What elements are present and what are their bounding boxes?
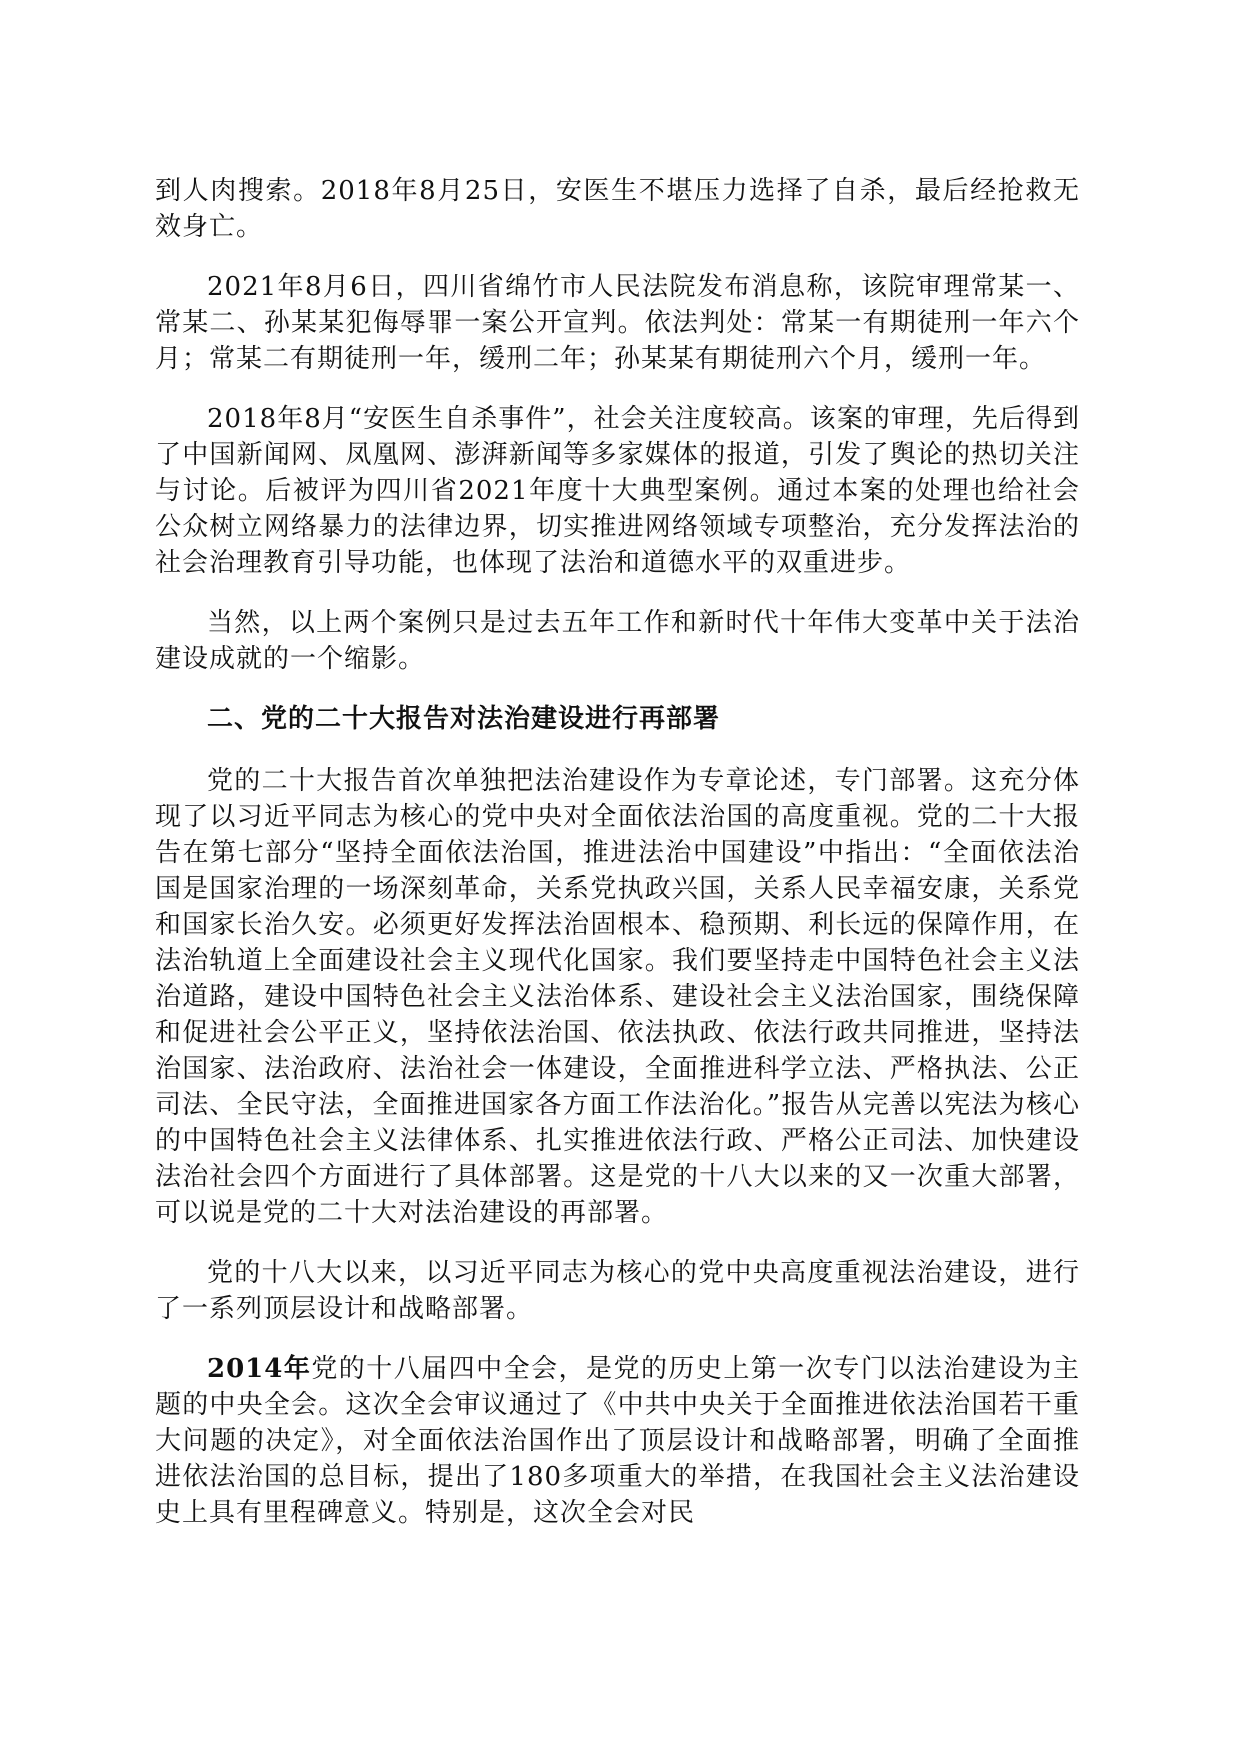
paragraph-3: 2018年8月“安医生自杀事件”，社会关注度较高。该案的审理，先后得到了中国新闻网、凤凰网、澎湃新闻等多家媒体的报道，引发了舆论的热切关注与讨论。后被评为四川省2021年度十大典型案例。通过本案的处理也给社会公众树立网络暴力的法律边界，切实推进网络领域专项整治，充分发挥法治的社会治理教育引导功能，也体现了法治和道德水平的双重进步。: [155, 404, 1080, 578]
paragraph-6: 党的十八大以来，以习近平同志为核心的党中央高度重视法治建设，进行了一系列顶层设计和战略部署。: [155, 1258, 1080, 1324]
paragraph-5: 党的二十大报告首次单独把法治建设作为专章论述，专门部署。这充分体现了以习近平同志为核心的党中央对全面依法治国的高度重视。党的二十大报告在第七部分“坚持全面依法治国，推进法治中国建设”中指出：“全面依法治国是国家治理的一场深刻革命，关系党执政兴国，关系人民幸福安康，关系党和国家长治久安。必须更好发挥法治固根本、稳预期、利长远的保障作用，在法治轨道上全面建设社会主义现代化国家。我们要坚持走中国特色社会主义法治道路，建设中国特色社会主义法治体系、建设社会主义法治国家，围绕保障和促进社会公平正义，坚持依法治国、依法执政、依法行政共同推进，坚持法治国家、法治政府、法治社会一体建设，全面推进科学立法、严格执法、公正司法、全民守法，全面推进国家各方面工作法治化。”报告从完善以宪法为核心的中国特色社会主义法律体系、扎实推进依法行政、严格公正司法、加快建设法治社会四个方面进行了具体部署。这是党的十八大以来的又一次重大部署，可以说是党的二十大对法治建设的再部署。: [155, 766, 1080, 1228]
paragraph-4: 当然，以上两个案例只是过去五年工作和新时代十年伟大变革中关于法治建设成就的一个缩影。: [155, 608, 1080, 674]
section-heading: 二、党的二十大报告对法治建设进行再部署: [207, 704, 721, 734]
paragraph-7-lead: 2014年: [207, 1354, 312, 1384]
paragraph-2: 2021年8月6日，四川省绵竹市人民法院发布消息称，该院审理常某一、常某二、孙某某犯侮辱罪一案公开宣判。依法判处：常某一有期徒刑一年六个月；常某二有期徒刑一年，缓刑二年；孙某某有期徒刑六个月，缓刑一年。: [155, 272, 1080, 374]
paragraph-7-body: 党的十八届四中全会，是党的历史上第一次专门以法治建设为主题的中央全会。这次全会审议通过了《中共中央关于全面推进依法治国若干重大问题的决定》，对全面依法治国作出了顶层设计和战略部署，明确了全面推进依法治国的总目标，提出了180多项重大的举措，在我国社会主义法治建设史上具有里程碑意义。特别是，这次全会对民: [155, 1354, 1080, 1528]
document-page: [155, 173, 1080, 1555]
paragraph-7: [155, 1351, 1080, 1531]
paragraph-1: 到人肉搜索。2018年8月25日，安医生不堪压力选择了自杀，最后经抢救无效身亡。: [155, 176, 1080, 242]
